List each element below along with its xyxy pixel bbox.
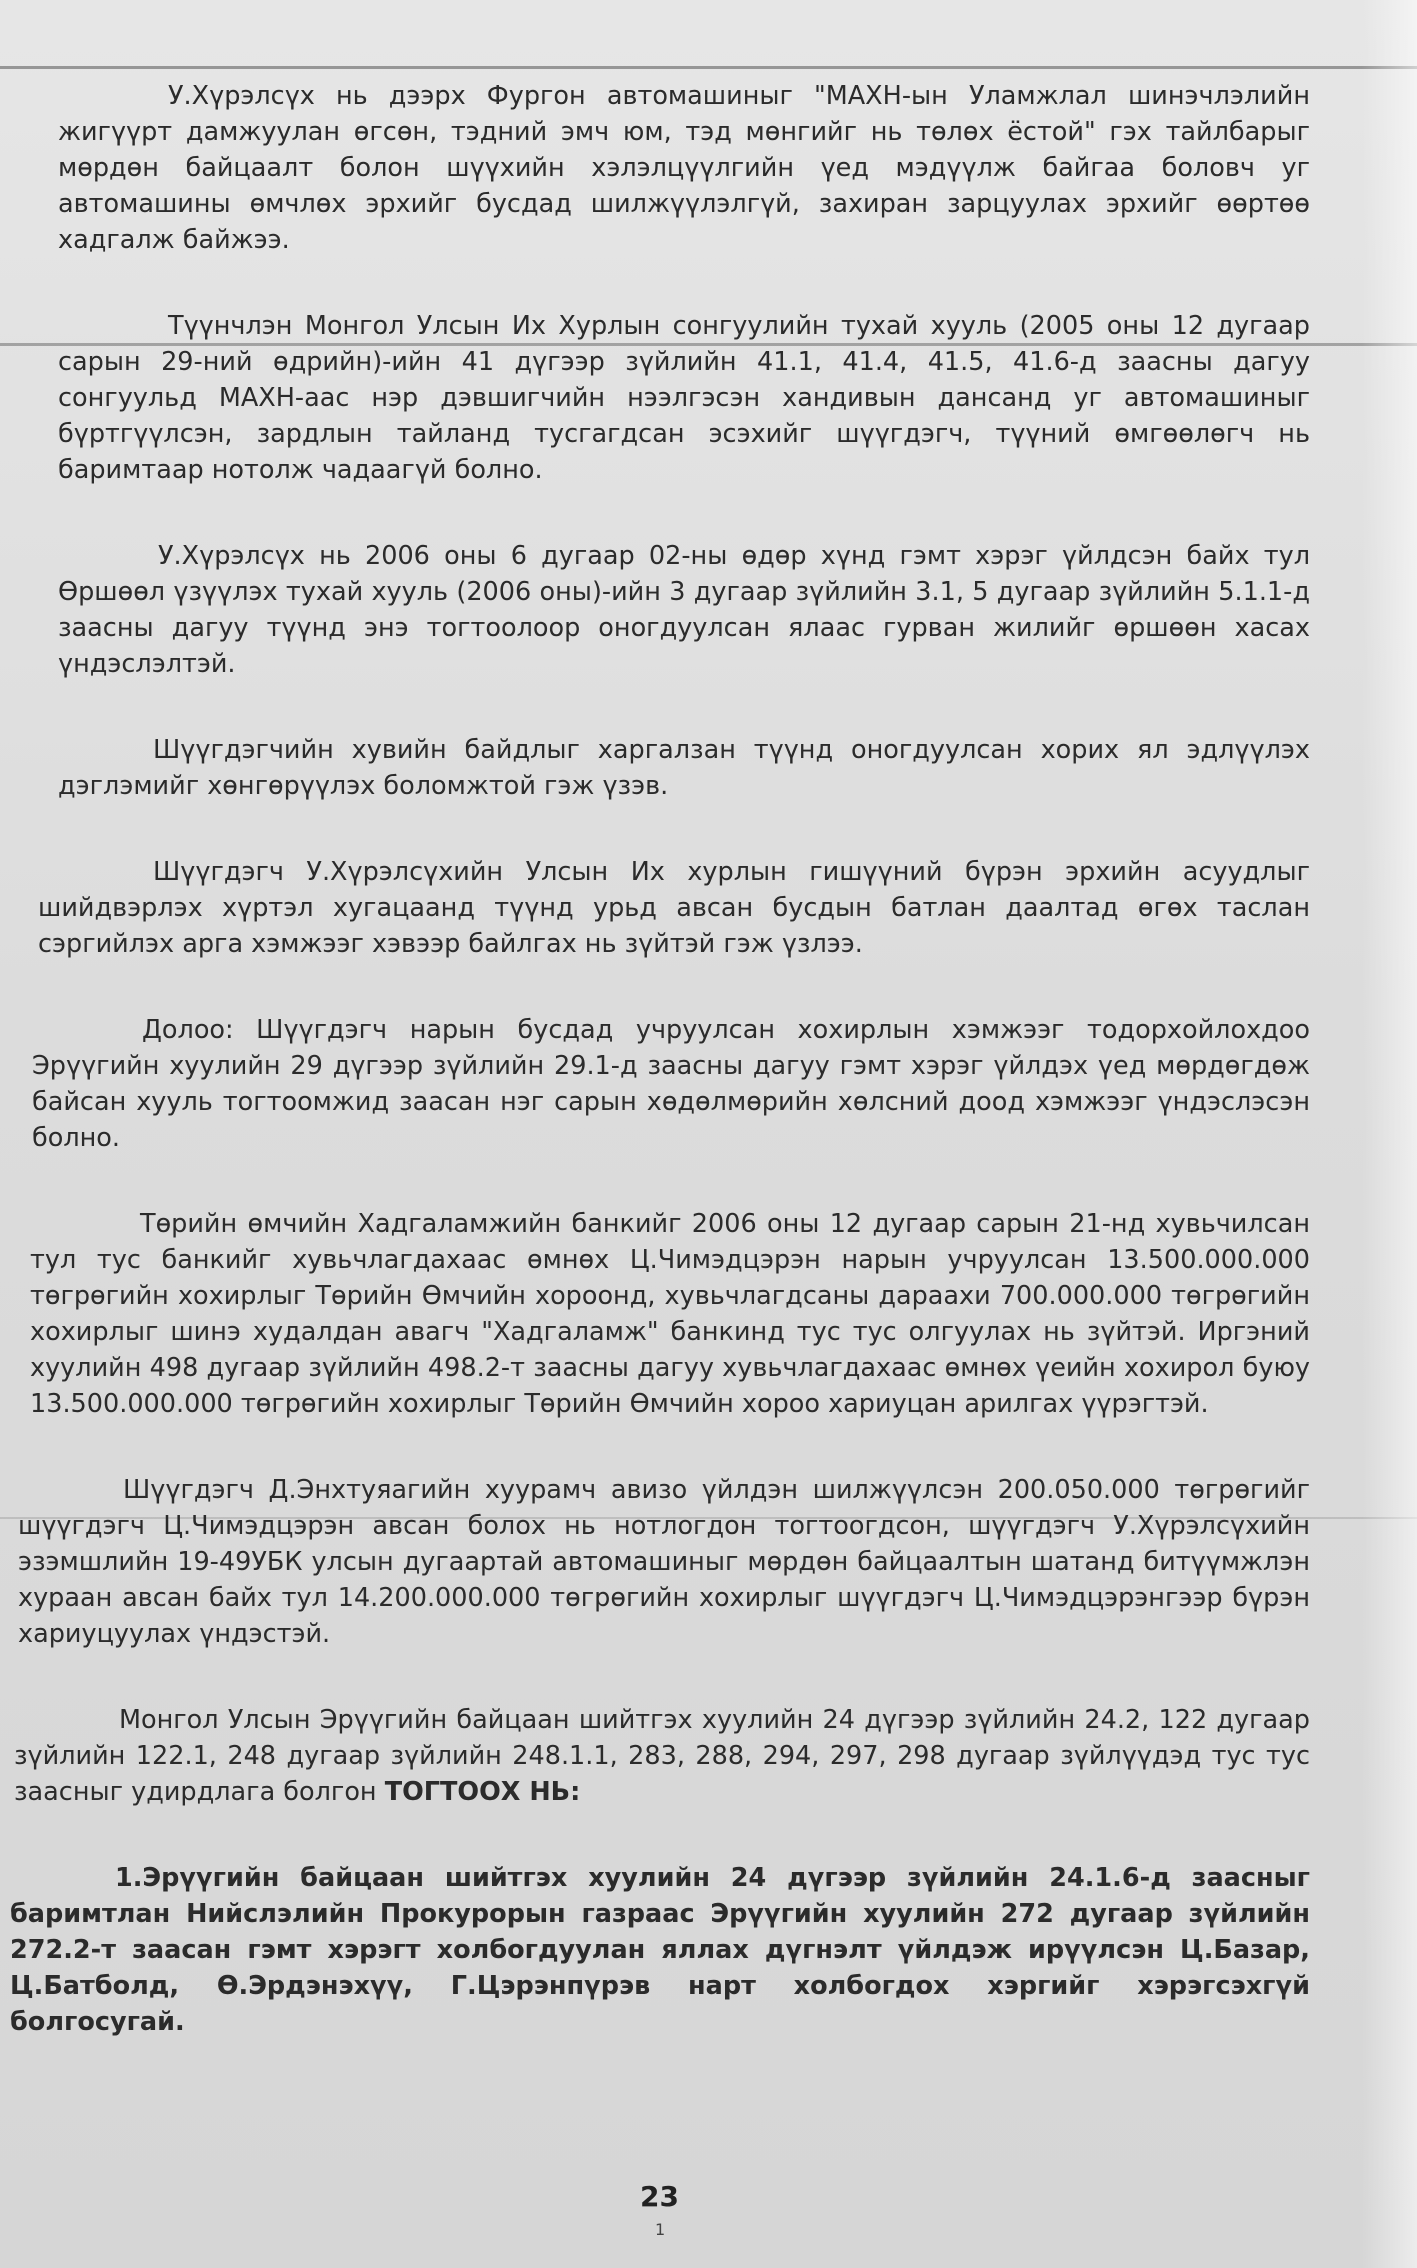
page-edge-shadow xyxy=(1362,0,1417,2268)
paragraph: Шүүгдэгчийн хувийн байдлыг харгалзан түүнд оногдуулсан хорих ял эдлүүлэх дэглэмийг хөнгөрүүлэх боломжтой гэж үзэв. xyxy=(58,735,1310,801)
paragraph: Төрийн өмчийн Хадгаламжийн банкийг 2006 оны 12 дугаар сарын 21-нд хувьчилсан тул тус банкийг хувьчлагдахаас өмнөх Ц.Чимэдцэрэн нарын учруулсан 13.500.000.000 төгрөгийн хохирлыг Төрийн Өмчийн хороонд, хувьчлагдсаны дараахи 700.000.000 төгрөгийн хохирлыг шинэ худалдан авагч "Хадгаламж" банкинд тус тус олгуулах нь зүйтэй. Иргэний хуулийн 498 дугаар зүйлийн 498.2-т заасны дагуу хувьчлагдахаас өмнөх үеийн хохирол буюу 13.500.000.000 төгрөгийн хохирлыг Төрийн Өмчийн хороо хариуцан арилгах үүрэгтэй. xyxy=(30,1209,1310,1419)
decision-intro-text: Монгол Улсын Эрүүгийн байцаан шийтгэх хуулийн 24 дүгээр зүйлийн 24.2, 122 дугаар зүйлийн 122.1, 248 дугаар зүйлийн 248.1.1, 283, 288, 294, 297, 298 дугаар зүйлүүдэд тус тус заасныг удирдлага болгон xyxy=(14,1705,1310,1807)
document-body xyxy=(10,78,1310,2090)
paragraph: Шүүгдэгч У.Хүрэлсүхийн Улсын Их хурлын гишүүний бүрэн эрхийн асуудлыг шийдвэрлэх хүртэл хугацаанд түүнд урьд авсан бусдын батлан даалтад өгөх таслан сэргийлэх арга хэмжээг хэвээр байлгах нь зүйтэй гэж үзлээ. xyxy=(38,857,1310,959)
decision-label: ТОГТООХ НЬ: xyxy=(384,1777,581,1807)
paragraph: Шүүгдэгч Д.Энхтуяагийн хуурамч авизо үйлдэн шилжүүлсэн 200.050.000 төгрөгийг шүүгдэгч Ц.Чимэдцэрэн авсан болох нь нотлогдон тогтоогдсон, шүүгдэгч У.Хүрэлсүхийн эзэмшлийн 19-49УБК улсын дугаартай автомашиныг мөрдөн байцаалтын шатанд битүүмжлэн хураан авсан байх тул 14.200.000.000 төгрөгийн хохирлыг шүүгдэгч Ц.Чимэдцэрэнгээр бүрэн хариуцуулах үндэстэй. xyxy=(18,1475,1310,1649)
paragraph: Түүнчлэн Монгол Улсын Их Хурлын сонгуулийн тухай хууль (2005 оны 12 дугаар сарын 29-ний өдрийн)-ийн 41 дүгээр зүйлийн 41.1, 41.4, 41.5, 41.6-д заасны дагуу сонгуульд МАХН-аас нэр дэвшигчийн нээлгэсэн хандивын дансанд уг автомашиныг бүртгүүлсэн, зардлын тайланд тусгагдсан эсэхийг шүүгдэгч, түүний өмгөөлөгч нь баримтаар нотолж чадаагүй болно. xyxy=(58,311,1310,485)
paragraph-decision-item: 1.Эрүүгийн байцаан шийтгэх хуулийн 24 дүгээр зүйлийн 24.1.6-д заасныг баримтлан Нийслэлийн Прокурорын газраас Эрүүгийн хуулийн 272 дугаар зүйлийн 272.2-т заасан гэмт хэрэгт холбогдуулан яллах дүгнэлт үйлдэж ирүүлсэн Ц.Базар, Ц.Батболд, Ө.Эрдэнэхүү, Г.Цэрэнпүрэв нарт холбогдох хэргийг хэрэгсэхгүй болгосугай. xyxy=(10,1863,1310,2037)
page-sub-mark: 1 xyxy=(655,2220,666,2239)
paragraph-decision-intro xyxy=(14,1702,1310,1810)
paragraph: У.Хүрэлсүх нь 2006 оны 6 дугаар 02-ны өдөр хүнд гэмт хэрэг үйлдсэн байх тул Өршөөл үзүүлэх тухай хууль (2006 оны)-ийн 3 дугаар зүйлийн 3.1, 5 дугаар зүйлийн 5.1.1-д заасны дагуу түүнд энэ тогтоолоор оногдуулсан ялаас гурван жилийг өршөөн хасах үндэслэлтэй. xyxy=(58,541,1310,679)
paper-fold-line xyxy=(0,66,1417,69)
page-number: 23 xyxy=(640,2180,679,2213)
paragraph: Долоо: Шүүгдэгч нарын бусдад учруулсан хохирлын хэмжээг тодорхойлохдоо Эрүүгийн хуулийн 29 дүгээр зүйлийн 29.1-д заасны дагуу гэмт хэрэг үйлдэх үед мөрдөгдөж байсан хууль тогтоомжид заасан нэг сарын хөдөлмөрийн хөлсний доод хэмжээг үндэслэсэн болно. xyxy=(32,1015,1310,1153)
paragraph: У.Хүрэлсүх нь дээрх Фургон автомашиныг "МАХН-ын Уламжлал шинэчлэлийн жигүүрт дамжуулан өгсөн, тэдний эмч юм, тэд мөнгийг нь төлөх ёстой" гэх тайлбарыг мөрдөн байцаалт болон шүүхийн хэлэлцүүлгийн үед мэдүүлж байгаа боловч уг автомашины өмчлөх эрхийг бусдад шилжүүлэлгүй, захиран зарцуулах эрхийг өөртөө хадгалж байжээ. xyxy=(58,81,1310,255)
